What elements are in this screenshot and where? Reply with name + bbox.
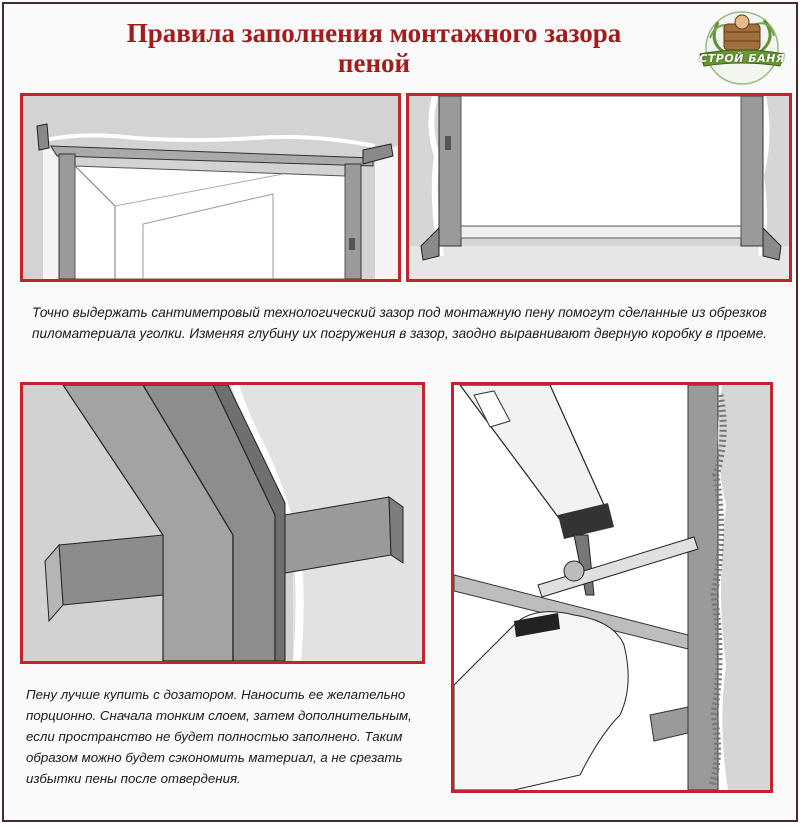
frame-corner-wedge-illustration [23,385,422,661]
page-title [4,18,744,78]
logo-text: СТРОЙ БАНЯ [699,52,785,65]
page [4,4,796,820]
illustration-frame-bottom [406,93,792,282]
illustration-frame-top [20,93,401,282]
caption-wedges: Точно выдержать сантиметровый технологический зазор под монтажную пену помогут сделанные из обрезков пиломатериала уголки. Изменяя глубину их погружения в зазор, заодно выравнивают дверную коробку в проеме. [32,305,768,341]
illustration-corner-wedge [20,382,425,664]
illustration-foam-gun [451,382,773,793]
title-line-2: пеной [337,48,411,78]
title-line-1: Правила заполнения монтажного зазора [126,18,622,48]
caption-foam-dosing: Пену лучше купить с дозатором. Наносить ее желательно порционно. Сначала тонким слоем, затем дополнительным, если пространство не будет полностью заполнено. Таким образом можно будет сэкономить материал, а не срезать избытки пены после отвердения. [26,687,412,786]
door-frame-bottom-illustration [409,96,789,279]
foam-gun-illustration [454,385,770,790]
bathhouse-bucket-logo-icon [690,8,794,88]
logo [690,8,794,88]
door-frame-wedges-illustration [23,96,398,279]
